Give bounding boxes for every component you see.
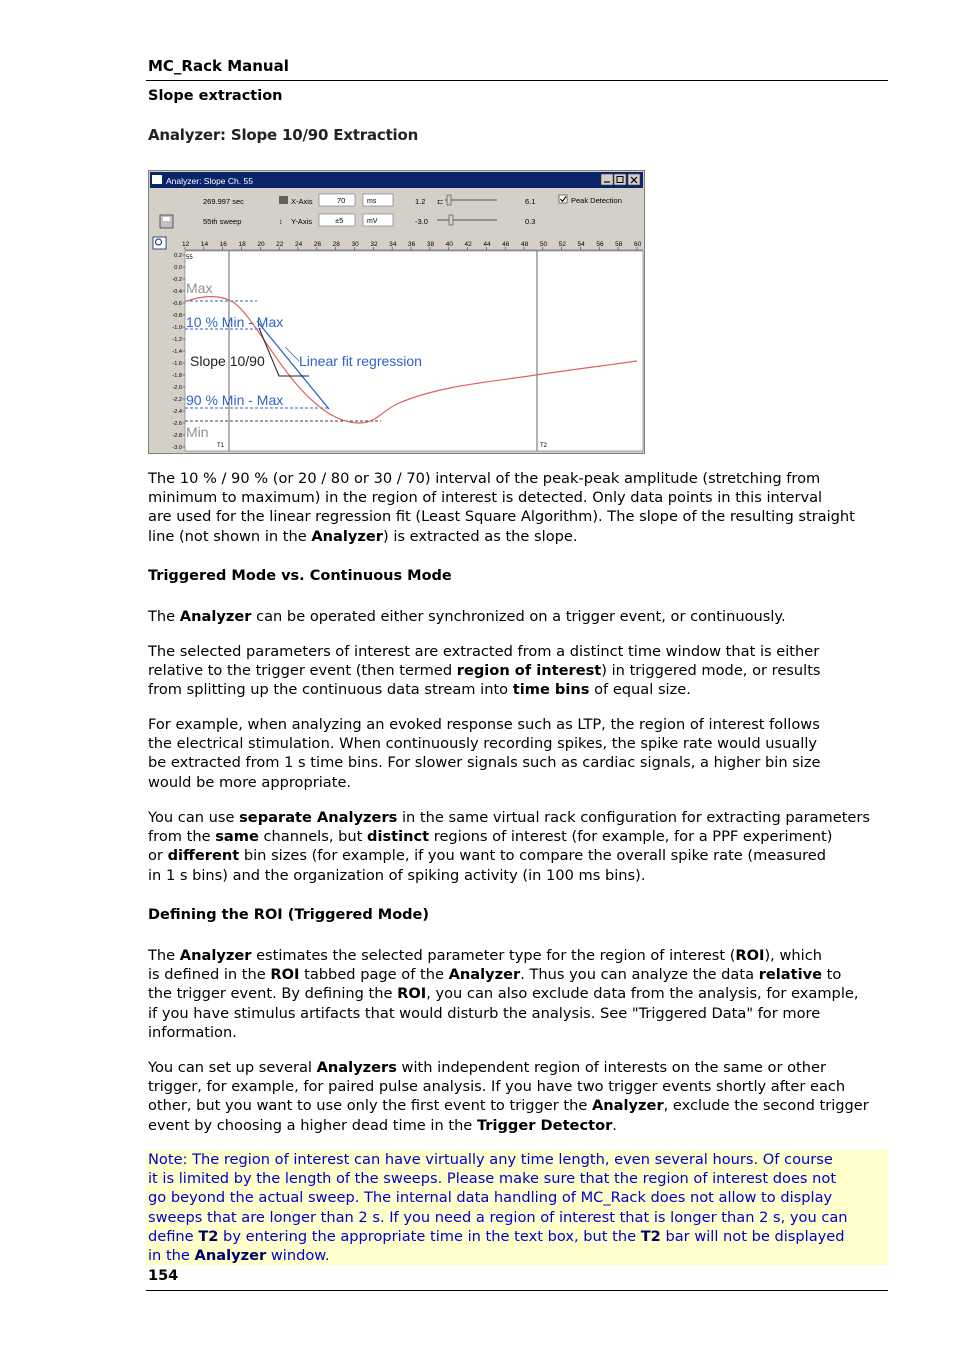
note-text bbox=[148, 1150, 893, 1265]
bold-term: different bbox=[167, 847, 240, 865]
text-line bbox=[148, 1246, 893, 1265]
paragraph-several-analyzers bbox=[148, 1058, 893, 1135]
text-run: You can use bbox=[148, 809, 240, 826]
text-line bbox=[148, 1058, 893, 1077]
text-run: regions of interest (for example, for a PPF experiment) bbox=[429, 828, 833, 846]
minimize-button[interactable] bbox=[601, 174, 613, 185]
bold-term: T2 bbox=[640, 1227, 661, 1245]
text-line: information. bbox=[148, 1023, 237, 1041]
x-axis-unit: ms bbox=[367, 198, 377, 205]
text-line: be extracted from 1 s time bins. For slower signals such as cardiac signals, a higher bin size bbox=[148, 754, 821, 772]
x-tick-label: 36 bbox=[408, 241, 416, 248]
paragraph-roi bbox=[148, 946, 893, 1042]
y-axis-value: ±5 bbox=[335, 216, 344, 225]
text-line: in 1 s bins) and the organization of spiking activity (in 100 ms bins). bbox=[148, 866, 646, 884]
annotation-ten-percent: 10 % Min - Max bbox=[186, 314, 284, 330]
paragraph-operation-modes bbox=[148, 607, 893, 626]
x-tick-label: 48 bbox=[521, 241, 529, 248]
subheading-triggered-vs-continuous: Triggered Mode vs. Continuous Mode bbox=[148, 568, 452, 584]
y-tick-label: -1.0 bbox=[172, 325, 182, 331]
y-tick-label: -0.8 bbox=[172, 313, 182, 319]
paragraph-time-window bbox=[148, 642, 893, 700]
text-run: ) in triggered mode, or results bbox=[601, 662, 821, 680]
y-tick-label: -0.4 bbox=[172, 289, 182, 295]
text-run: by entering the appropriate time in the text box, but the bbox=[218, 1227, 641, 1245]
text-line bbox=[148, 1096, 893, 1115]
text-line bbox=[148, 846, 893, 865]
note-box bbox=[146, 1150, 888, 1265]
x-tick-label: 32 bbox=[370, 241, 378, 248]
y-tick-label: -1.6 bbox=[172, 361, 182, 367]
x-tick-label: 60 bbox=[634, 241, 642, 248]
text-line bbox=[148, 661, 893, 680]
footer-rule bbox=[146, 1290, 888, 1291]
bold-term: distinct bbox=[367, 828, 430, 846]
text-run: is defined in the bbox=[148, 966, 271, 984]
bold-term: ROI bbox=[270, 966, 300, 984]
x-tick-label: 44 bbox=[483, 241, 491, 248]
annotation-slope: Slope 10/90 bbox=[190, 353, 265, 369]
text-line bbox=[148, 1116, 893, 1135]
save-icon-label bbox=[163, 217, 170, 221]
row2-right-value: 0.3 bbox=[525, 217, 536, 226]
bold-term: Analyzer bbox=[179, 608, 252, 625]
figure-title: Analyzer: Slope 10/90 Extraction bbox=[148, 126, 419, 144]
text-run: the trigger event. By defining the bbox=[148, 985, 398, 1003]
analyzer-window bbox=[148, 170, 645, 454]
text-line bbox=[148, 965, 893, 984]
text-run: ) is extracted as the slope. bbox=[383, 527, 578, 545]
x-tick-label: 40 bbox=[445, 241, 453, 248]
text-run: window. bbox=[266, 1247, 330, 1265]
text-line bbox=[148, 984, 893, 1003]
text-line: are used for the linear regression fit (Least Square Algorithm). The slope of the resulting straight bbox=[148, 508, 855, 526]
bold-term: Analyzer bbox=[179, 947, 252, 964]
y-tick-label: 0.0 bbox=[174, 265, 182, 271]
y-tick-label: -1.8 bbox=[172, 373, 182, 379]
bold-term: Trigger Detector bbox=[476, 1116, 613, 1134]
slider2-thumb[interactable] bbox=[449, 215, 453, 225]
row2-left-value: -3.0 bbox=[415, 217, 428, 226]
x-tick-label: 26 bbox=[313, 241, 322, 248]
y-tick-label: -1.2 bbox=[172, 337, 182, 343]
plot-area bbox=[185, 251, 643, 451]
y-axis-ruler bbox=[172, 253, 185, 451]
y-tick-label: -2.4 bbox=[172, 409, 182, 415]
text-run: from the bbox=[148, 828, 216, 846]
window-title: Analyzer: Slope Ch. 55 bbox=[166, 176, 253, 186]
y-axis-icon: ↕ bbox=[279, 219, 283, 226]
text-line: For example, when analyzing an evoked response such as LTP, the region of interest follows bbox=[148, 716, 820, 733]
t2-label: T2 bbox=[540, 443, 548, 449]
close-button[interactable] bbox=[628, 174, 640, 185]
text-line: if you have stimulus artifacts that would disturb the analysis. See "Triggered Data" for more bbox=[148, 1004, 821, 1022]
x-tick-label: 30 bbox=[351, 241, 359, 248]
x-tick-label: 22 bbox=[276, 241, 284, 248]
x-tick-label: 54 bbox=[577, 241, 585, 248]
subheading-defining-roi: Defining the ROI (Triggered Mode) bbox=[148, 907, 430, 923]
x-tick-label: 52 bbox=[558, 241, 566, 248]
annotation-ninety-percent: 90 % Min - Max bbox=[186, 392, 284, 408]
peak-detection-label: Peak Detection bbox=[571, 196, 622, 205]
x-tick-label: 20 bbox=[257, 241, 265, 248]
x-axis-ruler bbox=[182, 241, 643, 250]
window-icon bbox=[152, 175, 162, 184]
page-number: 154 bbox=[148, 1268, 179, 1284]
text-run: The bbox=[148, 947, 180, 964]
text-run: in the bbox=[148, 1247, 195, 1265]
text-line bbox=[148, 1227, 893, 1246]
y-tick-label: -0.6 bbox=[172, 301, 182, 307]
x-tick-label: 38 bbox=[426, 241, 435, 248]
text-run: can be operated either synchronized on a trigger event, or continuously. bbox=[251, 608, 786, 625]
save-icon[interactable] bbox=[160, 215, 173, 228]
x-tick-label: 28 bbox=[332, 241, 340, 248]
x-tick-label: 50 bbox=[539, 241, 548, 248]
bold-term: Analyzer bbox=[311, 527, 383, 545]
peak-detection-checkbox[interactable] bbox=[559, 195, 567, 203]
section-title: Slope extraction bbox=[148, 88, 283, 104]
x-tick-label: 56 bbox=[596, 241, 604, 248]
text-run: with independent region of interests on the same or other bbox=[396, 1059, 826, 1076]
text-line: the electrical stimulation. When continuously recording spikes, the spike rate would usually bbox=[148, 735, 818, 753]
row1-right-value: 6.1 bbox=[525, 197, 536, 206]
text-line bbox=[148, 607, 893, 626]
text-run: bar will not be displayed bbox=[660, 1227, 845, 1245]
text-run: tabbed page of the bbox=[299, 966, 449, 984]
slider1-icon: ⊏ bbox=[437, 197, 444, 206]
text-run: ), which bbox=[764, 947, 822, 964]
paragraph-example bbox=[148, 715, 893, 792]
text-line: trigger, for example, for paired pulse analysis. If you have two trigger events shortly after each bbox=[148, 1078, 846, 1096]
header-rule bbox=[146, 80, 888, 81]
row1-left-value: 1.2 bbox=[415, 197, 426, 206]
text-line bbox=[148, 808, 893, 827]
y-tick-label: -0.2 bbox=[172, 277, 182, 283]
bold-term: ROI bbox=[397, 985, 427, 1003]
x-tick-label: 34 bbox=[389, 241, 397, 248]
annotation-linear-fit: Linear fit regression bbox=[299, 353, 422, 369]
text-run: line (not shown in the bbox=[148, 527, 312, 545]
maximize-button[interactable] bbox=[614, 174, 626, 185]
text-run: . Thus you can analyze the data bbox=[520, 966, 759, 984]
text-run: The bbox=[148, 608, 180, 625]
text-run: from splitting up the continuous data stream into bbox=[148, 681, 513, 699]
t1-label: T1 bbox=[217, 443, 225, 449]
text-line bbox=[148, 946, 893, 965]
y-tick-label: -2.8 bbox=[172, 433, 182, 439]
bold-term: Analyzer bbox=[194, 1247, 267, 1265]
x-tick-label: 12 bbox=[182, 241, 190, 248]
bold-term: Analyzer bbox=[448, 966, 521, 984]
text-run: event by choosing a higher dead time in the bbox=[148, 1116, 477, 1134]
sweep-readout: 55th sweep bbox=[203, 217, 242, 226]
text-run: . bbox=[612, 1116, 617, 1134]
text-run: to bbox=[822, 966, 842, 984]
x-tick-label: 14 bbox=[200, 241, 209, 248]
text-line: sweeps that are longer than 2 s. If you need a region of interest that is longer than 2 s, you can bbox=[148, 1208, 848, 1226]
y-tick-label: -2.0 bbox=[172, 385, 182, 391]
bold-term: time bins bbox=[512, 681, 590, 699]
bold-term: Analyzers bbox=[316, 1059, 397, 1076]
slider1-thumb[interactable] bbox=[447, 195, 451, 205]
x-tick-label: 46 bbox=[502, 241, 510, 248]
bold-term: ROI bbox=[735, 947, 765, 964]
text-line: it is limited by the length of the sweeps. Please make sure that the region of interest does not bbox=[148, 1170, 837, 1188]
text-line: minimum to maximum) in the region of interest is detected. Only data points in this interval bbox=[148, 489, 823, 507]
text-run: or bbox=[148, 847, 168, 865]
bold-term: separate Analyzers bbox=[239, 809, 398, 826]
y-axis-label: Y-Axis bbox=[291, 217, 312, 226]
text-line: Note: The region of interest can have virtually any time length, even several hours. Of course bbox=[148, 1151, 833, 1168]
channel-label: 55 bbox=[186, 255, 193, 261]
x-tick-label: 58 bbox=[615, 241, 623, 248]
text-line: would be more appropriate. bbox=[148, 773, 352, 791]
text-line bbox=[148, 527, 893, 546]
x-tick-label: 42 bbox=[464, 241, 472, 248]
y-tick-label: -3.0 bbox=[172, 445, 182, 451]
text-line: go beyond the actual sweep. The internal data handling of MC_Rack does not allow to display bbox=[148, 1189, 833, 1207]
text-run: , you can also exclude data from the analysis, for example, bbox=[426, 985, 859, 1003]
text-run: You can set up several bbox=[148, 1059, 317, 1076]
annotation-min: Min bbox=[186, 424, 209, 440]
text-run: bin sizes (for example, if you want to compare the overall spike rate (measured bbox=[239, 847, 827, 865]
time-readout: 269.997 sec bbox=[203, 197, 244, 206]
x-axis-icon bbox=[279, 196, 288, 204]
text-run: channels, but bbox=[258, 828, 367, 846]
running-header: MC_Rack Manual bbox=[148, 57, 289, 75]
x-axis-label: X-Axis bbox=[291, 197, 313, 206]
text-run: other, but you want to use only the first event to trigger the bbox=[148, 1097, 592, 1115]
y-tick-label: -1.4 bbox=[172, 349, 182, 355]
y-tick-label: -2.6 bbox=[172, 421, 182, 427]
text-line: The selected parameters of interest are extracted from a distinct time window that is either bbox=[148, 643, 820, 660]
bold-term: relative bbox=[758, 966, 823, 984]
bold-term: same bbox=[215, 828, 259, 846]
text-run: relative to the trigger event (then termed bbox=[148, 662, 457, 680]
paragraph-slope-description bbox=[148, 469, 893, 546]
text-run: define bbox=[148, 1227, 199, 1245]
y-tick-label: 0.2 bbox=[174, 253, 182, 259]
bold-term: region of interest bbox=[456, 662, 602, 680]
bold-term: T2 bbox=[198, 1227, 219, 1245]
x-axis-value: 70 bbox=[337, 196, 346, 205]
bold-term: Analyzer bbox=[592, 1097, 664, 1115]
text-run: estimates the selected parameter type for the region of interest ( bbox=[251, 947, 736, 964]
text-line bbox=[148, 827, 893, 846]
text-run: , exclude the second trigger bbox=[663, 1097, 869, 1115]
annotation-max: Max bbox=[186, 280, 213, 296]
paragraph-separate-analyzers bbox=[148, 808, 893, 885]
text-run: of equal size. bbox=[589, 681, 691, 699]
analyzer-window-graphic bbox=[149, 171, 646, 455]
y-axis-unit: mV bbox=[367, 218, 378, 225]
x-tick-label: 18 bbox=[238, 241, 246, 248]
text-run: in the same virtual rack configuration for extracting parameters bbox=[397, 809, 871, 826]
x-tick-label: 24 bbox=[295, 241, 303, 248]
x-tick-label: 16 bbox=[219, 241, 227, 248]
text-line: The 10 % / 90 % (or 20 / 80 or 30 / 70) interval of the peak-peak amplitude (stretching from bbox=[148, 470, 821, 487]
text-line bbox=[148, 680, 893, 699]
y-tick-label: -2.2 bbox=[172, 397, 182, 403]
